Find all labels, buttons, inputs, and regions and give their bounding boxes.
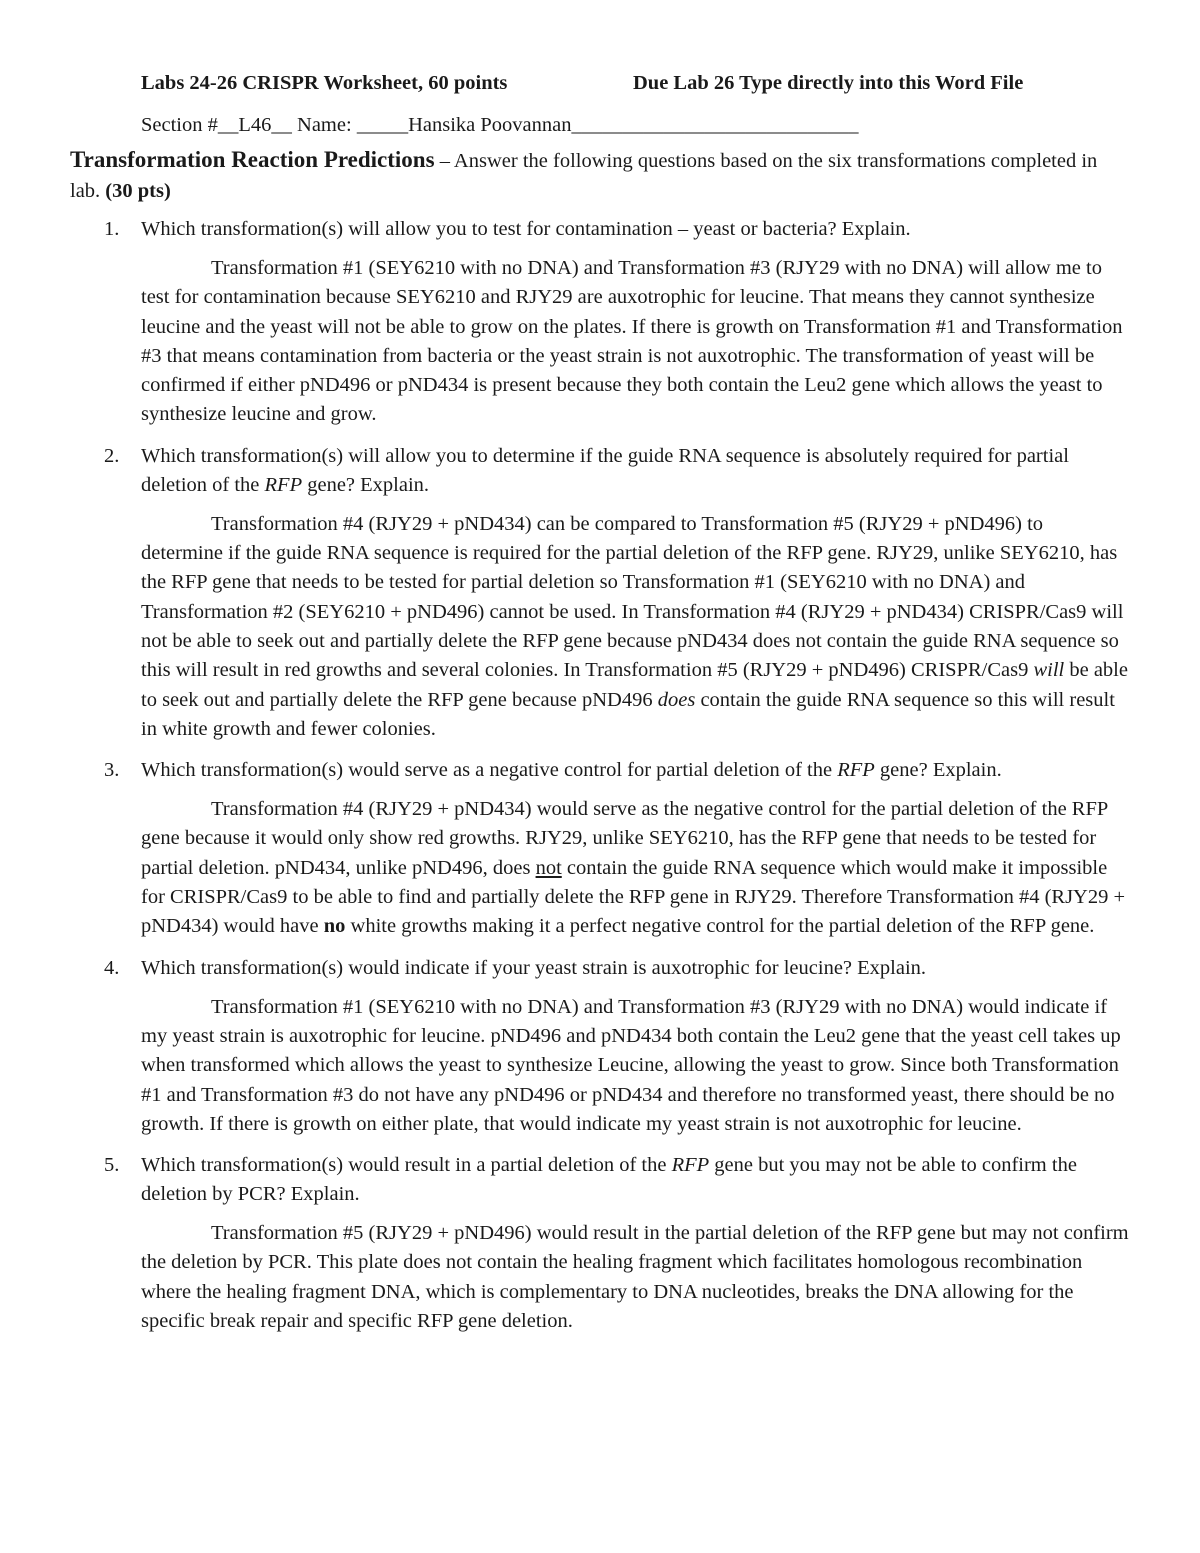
question-text-part: gene but you may not be able to confirm the deletion by PCR? Explain. <box>141 1154 1077 1206</box>
question-text <box>141 215 1130 244</box>
answer-text-italic: does <box>657 688 696 711</box>
question-item <box>70 442 1130 744</box>
section-label: Section # <box>141 114 218 136</box>
worksheet-title: Labs 24-26 CRISPR Worksheet, 60 points <box>141 72 508 94</box>
question-text-part: Which transformation(s) would result in a partial deletion of the <box>141 1154 672 1177</box>
answer-text-part: be able to seek out and partially delete the RFP gene because pND496 <box>141 659 1128 711</box>
question-list <box>70 215 1130 1336</box>
section-name-line <box>141 114 858 137</box>
section-value[interactable]: __L46__ <box>217 114 292 136</box>
answer-text-part: Transformation #4 (RJY29 + pND434) can be compared to Transformation #5 (RJY29 + pND496) to determine if the guide RNA sequence is required for the partial deletion of the RFP gene. RJY29, unlike SEY6210, has the RFP gene that needs to be tested for partial deletion so Transformation #1 (SEY6210 with no DNA) and Transformation #2 (SEY6210 + pND496) cannot be used. In Transformation #4 (RJY29 + pND434) CRISPR/Cas9 will not be able to seek out and partially delete the RFP gene because pND434 does not contain the guide RNA sequence so this will result in red growths and several colonies. In Transformation #5 (RJY29 + pND496) CRISPR/Cas9 <box>141 512 1124 682</box>
question-text-part: gene? Explain. <box>302 473 430 496</box>
question-text-part: Which transformation(s) will allow you to test for contamination – yeast or bacteria? Explain. <box>141 218 911 240</box>
answer-text-bold: no <box>323 915 346 938</box>
question-text <box>141 442 1130 500</box>
answer-text-part: contain the guide RNA sequence so this will result in white growth and fewer colonies. <box>141 688 1115 740</box>
question-text-part: gene? Explain. <box>874 759 1002 782</box>
section-heading: Transformation Reaction Predictions <box>70 147 435 172</box>
question-item <box>70 1151 1130 1336</box>
question-text <box>141 756 1130 785</box>
due-instructions: Due Lab 26 Type directly into this Word File <box>633 72 1024 94</box>
question-number: 4. <box>104 956 120 979</box>
question-text-italic: RFP <box>837 759 875 782</box>
worksheet-header <box>141 72 1121 95</box>
section-intro <box>70 145 1130 206</box>
question-text-part: Which transformation(s) would indicate if your yeast strain is auxotrophic for leucine? Explain. <box>141 956 927 979</box>
question-item <box>70 215 1130 430</box>
answer-text[interactable]: Transformation #1 (SEY6210 with no DNA) and Transformation #3 (RJY29 with no DNA) would indicate if my yeast strain is auxotrophic for leucine. pND496 and pND434 both contain the Leu2 gene that the yeast cell takes up when transformed which allows the yeast to synthesize Leucine, allowing the yeast to grow. Since both Transformation #1 and Transformation #3 do not have any pND496 or pND434 and therefore no transformed yeast, there should be no growth. If there is growth on either plate, that would indicate my yeast strain is not auxotrophic for leucine. <box>141 995 1121 1135</box>
question-text-italic: RFP <box>671 1154 710 1177</box>
answer-text[interactable]: Transformation #5 (RJY29 + pND496) would result in the partial deletion of the RFP gene but may not confirm the deletion by PCR. This plate does not contain the healing fragment which facilitates homologous recombination where the healing fragment DNA, which is complementary to DNA nucleotides, breaks the DNA allowing for the specific break repair and specific RFP gene deletion. <box>141 1222 1129 1333</box>
answer-text[interactable]: Transformation #1 (SEY6210 with no DNA) and Transformation #3 (RJY29 with no DNA) will allow me to test for contamination because SEY6210 and RJY29 are auxotrophic for leucine. That means they cannot synthesize leucine and the yeast will not be able to grow on the plates. If there is growth on Transformation #1 and Transformation #3 that means contamination from bacteria or the yeast strain is not auxotrophic. The transformation of yeast will be confirmed if either pND496 or pND434 is present because they both contain the Leu2 gene which allows the yeast to synthesize leucine and grow. <box>141 257 1123 426</box>
points-label: (30 pts) <box>105 179 171 202</box>
answer-text-part: contain the guide RNA sequence which would make it impossible for CRISPR/Cas9 to be able to find and partially delete the RFP gene in RJY29. Therefore Transformation #4 (RJY29 + pND434) would have <box>141 856 1126 938</box>
question-item <box>70 756 1130 941</box>
name-value[interactable]: _____Hansika Poovannan____________________________ <box>356 114 859 136</box>
name-label: Name: <box>297 114 357 136</box>
answer-text-part: Transformation #4 (RJY29 + pND434) would serve as the negative control for the partial deletion of the RFP gene because it would only show red growths. RJY29, unlike SEY6210, has the RFP gene that needs to be tested for partial deletion. pND434, unlike pND496, does <box>141 798 1108 879</box>
question-number: 1. <box>104 218 120 240</box>
answer-text[interactable] <box>141 510 1130 744</box>
question-text <box>141 1151 1130 1209</box>
question-item <box>70 954 1130 1139</box>
question-number: 2. <box>104 444 120 467</box>
answer-text-underlined: not <box>535 856 562 879</box>
question-text <box>141 954 1130 983</box>
answer-text-italic: will <box>1033 659 1065 682</box>
question-number: 5. <box>104 1154 120 1177</box>
question-text-part: Which transformation(s) will allow you to determine if the guide RNA sequence is absolutely required for partial deletion of the <box>141 444 1069 496</box>
answer-text-part: white growths making it a perfect negative control for the partial deletion of the RFP gene. <box>345 915 1095 938</box>
question-number: 3. <box>104 759 120 782</box>
question-text-italic: RFP <box>264 473 303 496</box>
intro-text: – Answer the following questions based on the six transformations completed in lab. <box>70 150 1098 202</box>
question-text-part: Which transformation(s) would serve as a negative control for partial deletion of the <box>141 759 838 782</box>
answer-text[interactable] <box>141 795 1130 941</box>
